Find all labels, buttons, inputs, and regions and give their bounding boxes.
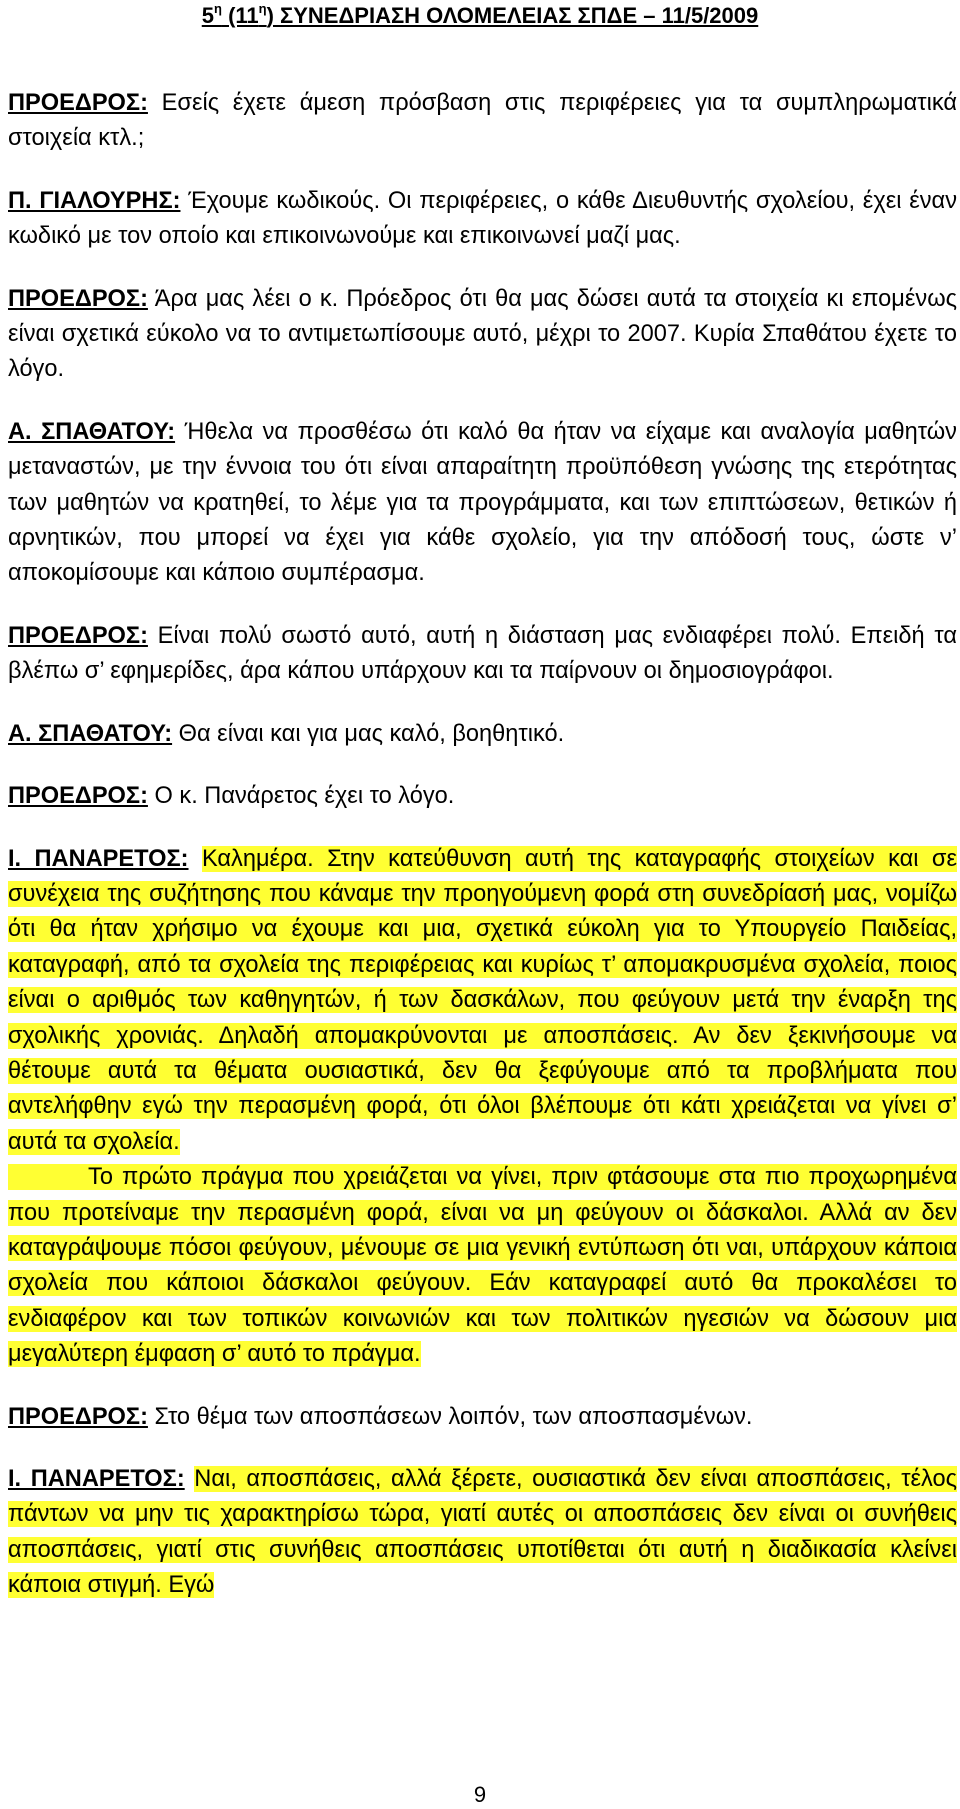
speech-text: Είναι πολύ σωστό αυτό, αυτή η διάσταση μας ενδιαφέρει πολύ. Επειδή τα βλέπω σ’ εφημερίδες, άρα κάπου υπάρχουν και τα παίρνουν οι δημοσιογράφοι.	[8, 622, 957, 685]
speaker-label: ΠΡΟΕΔΡΟΣ:	[8, 285, 148, 312]
speaker-label: ΠΡΟΕΔΡΟΣ:	[8, 90, 148, 116]
speaker-label: ΠΡΟΕΔΡΟΣ:	[8, 1403, 148, 1430]
paragraph-president-2	[8, 282, 957, 388]
paragraph-spathatou-1	[8, 415, 957, 592]
speech-text: Εσείς έχετε άμεση πρόσβαση στις περιφέρειες για τα συμπληρωματικά στοιχεία κτλ.;	[8, 90, 957, 152]
paragraph-president-1	[8, 86, 957, 157]
paragraph-panaretos-1	[8, 842, 957, 1373]
page-number: 9	[473, 1782, 487, 1807]
header-superscript: η	[214, 0, 222, 16]
speech-text: Στο θέμα των αποσπάσεων λοιπόν, των αποσπασμένων.	[147, 1403, 753, 1430]
highlighted-speech-text: Το πρώτο πράγμα που χρειάζεται να γίνει, πριν φτάσουμε στα πιο προχωρημένα που προτείναμε την περασμένη φορά, είναι να μη φεύγουν οι δάσκαλοι. Αλλά αν δεν καταγράψουμε πόσοι φεύγουν, μένουμε σε μια γενική εντύπωση ότι ναι, υπάρχουν κάποια σχολεία που κάποιοι δάσκαλοι φεύγουν. Εάν καταγραφεί αυτό θα προκαλέσει το ενδιαφέρον και των τοπικών κοινωνιών και των πολιτικών ηγεσιών να δώσουν μια μεγαλύτερη έμφαση σ’ αυτό το πράγμα.	[8, 1164, 957, 1368]
speaker-label: Ι. ΠΑΝΑΡΕΤΟΣ:	[8, 1466, 185, 1492]
speech-text: Έχουμε κωδικούς. Οι περιφέρειες, ο κάθε Διευθυντής σχολείου, έχει έναν κωδικό με τον οποίο και επικοινωνούμε και επικοινωνεί μαζί μας.	[8, 187, 957, 250]
speaker-label: ΠΡΟΕΔΡΟΣ:	[8, 783, 148, 810]
paragraph-spathatou-2	[8, 717, 957, 752]
highlighted-indent	[8, 1164, 88, 1190]
speech-text: Ήθελα να προσθέσω ότι καλό θα ήταν να είχαμε και αναλογία μαθητών μεταναστών, με την έννοια του ότι είναι απαραίτητη προϋπόθεση γνώσης της ετερότητας των μαθητών να κρατηθεί, το λέμε για τα προγράμματα, και των επιπτώσεων, θετικών ή αρνητικών, που μπορεί να έχει για κάθε σχολείο, για την απόδοσή τους, ώστε ν’ αποκομίσουμε και κάποιο συμπέρασμα.	[8, 418, 957, 587]
paragraph-panaretos-2	[8, 1462, 957, 1604]
highlighted-speech-text: Ναι, αποσπάσεις, αλλά ξέρετε, ουσιαστικά δεν είναι αποσπάσεις, τέλος πάντων να μην τις χαρακτηρίσω τώρα, γιατί αυτές οι αποσπάσεις δεν είναι οι συνήθεις αποσπάσεις, γιατί στις συνήθεις αποσπάσεις υποτίθεται ότι αυτή η διαδικασία κλείνει κάποια στιγμή. Εγώ	[8, 1466, 957, 1599]
header-text: 5	[201, 3, 214, 28]
paragraph-president-3	[8, 619, 957, 690]
transcript-body	[8, 86, 957, 1631]
speech-text: Ο κ. Πανάρετος έχει το λόγο.	[147, 783, 455, 810]
header-text: ) ΣΥΝΕΔΡΙΑΣΗ ΟΛΟΜΕΛΕΙΑΣ ΣΠΔΕ – 11/5/2009	[266, 3, 759, 28]
speech-text: Άρα μας λέει ο κ. Πρόεδρος ότι θα μας δώσει αυτά τα στοιχεία κι επομένως είναι σχετικά εύκολο να το αντιμετωπίσουμε αυτό, μέχρι το 2007. Κυρία Σπαθάτου έχετε το λόγο.	[8, 285, 957, 383]
speech-text: Θα είναι και για μας καλό, βοηθητικό.	[172, 720, 565, 747]
speaker-label: Α. ΣΠΑΘΑΤΟΥ:	[8, 418, 176, 445]
page-header	[0, 2, 960, 30]
header-superscript: η	[258, 0, 267, 16]
paragraph-president-4	[8, 779, 957, 814]
speaker-label: Α. ΣΠΑΘΑΤΟΥ:	[8, 720, 173, 747]
paragraph-gialouris	[8, 184, 957, 255]
speaker-label: Π. ΓΙΑΛΟΥΡΗΣ:	[8, 187, 181, 214]
header-text: (11	[221, 3, 259, 28]
highlighted-speech-text: Καλημέρα. Στην κατεύθυνση αυτή της καταγραφής στοιχείων και σε συνέχεια της συζήτησης που κάναμε την προηγούμενη φορά στη συνεδρίασή μας, νομίζω ότι θα ήταν χρήσιμο να έχουμε και μια, σχετικά εύκολη για το Υπουργείο Παιδείας, καταγραφή, από τα σχολεία της περιφέρειας και κυρίως τ’ απομακρυσμένα σχολεία, ποιος είναι ο αριθμός των καθηγητών, ή των δασκάλων, που φεύγουν μετά την έναρξη της σχολικής χρονιάς. Δηλαδή απομακρύνονται με αποσπάσεις. Αν δεν ξεκινήσουμε να θέτουμε αυτά τα θέματα ουσιαστικά, δεν θα ξεφύγουμε από τα προβλήματα που αντελήφθην εγώ την περασμένη φορά, ότι όλοι βλέπουμε ότι κάτι χρειάζεται να γίνει σ’ αυτά τα σχολεία.	[8, 845, 958, 1155]
speaker-label: ΠΡΟΕΔΡΟΣ:	[8, 622, 148, 649]
paragraph-president-5	[8, 1400, 957, 1435]
speaker-label: Ι. ΠΑΝΑΡΕΤΟΣ:	[8, 845, 189, 872]
